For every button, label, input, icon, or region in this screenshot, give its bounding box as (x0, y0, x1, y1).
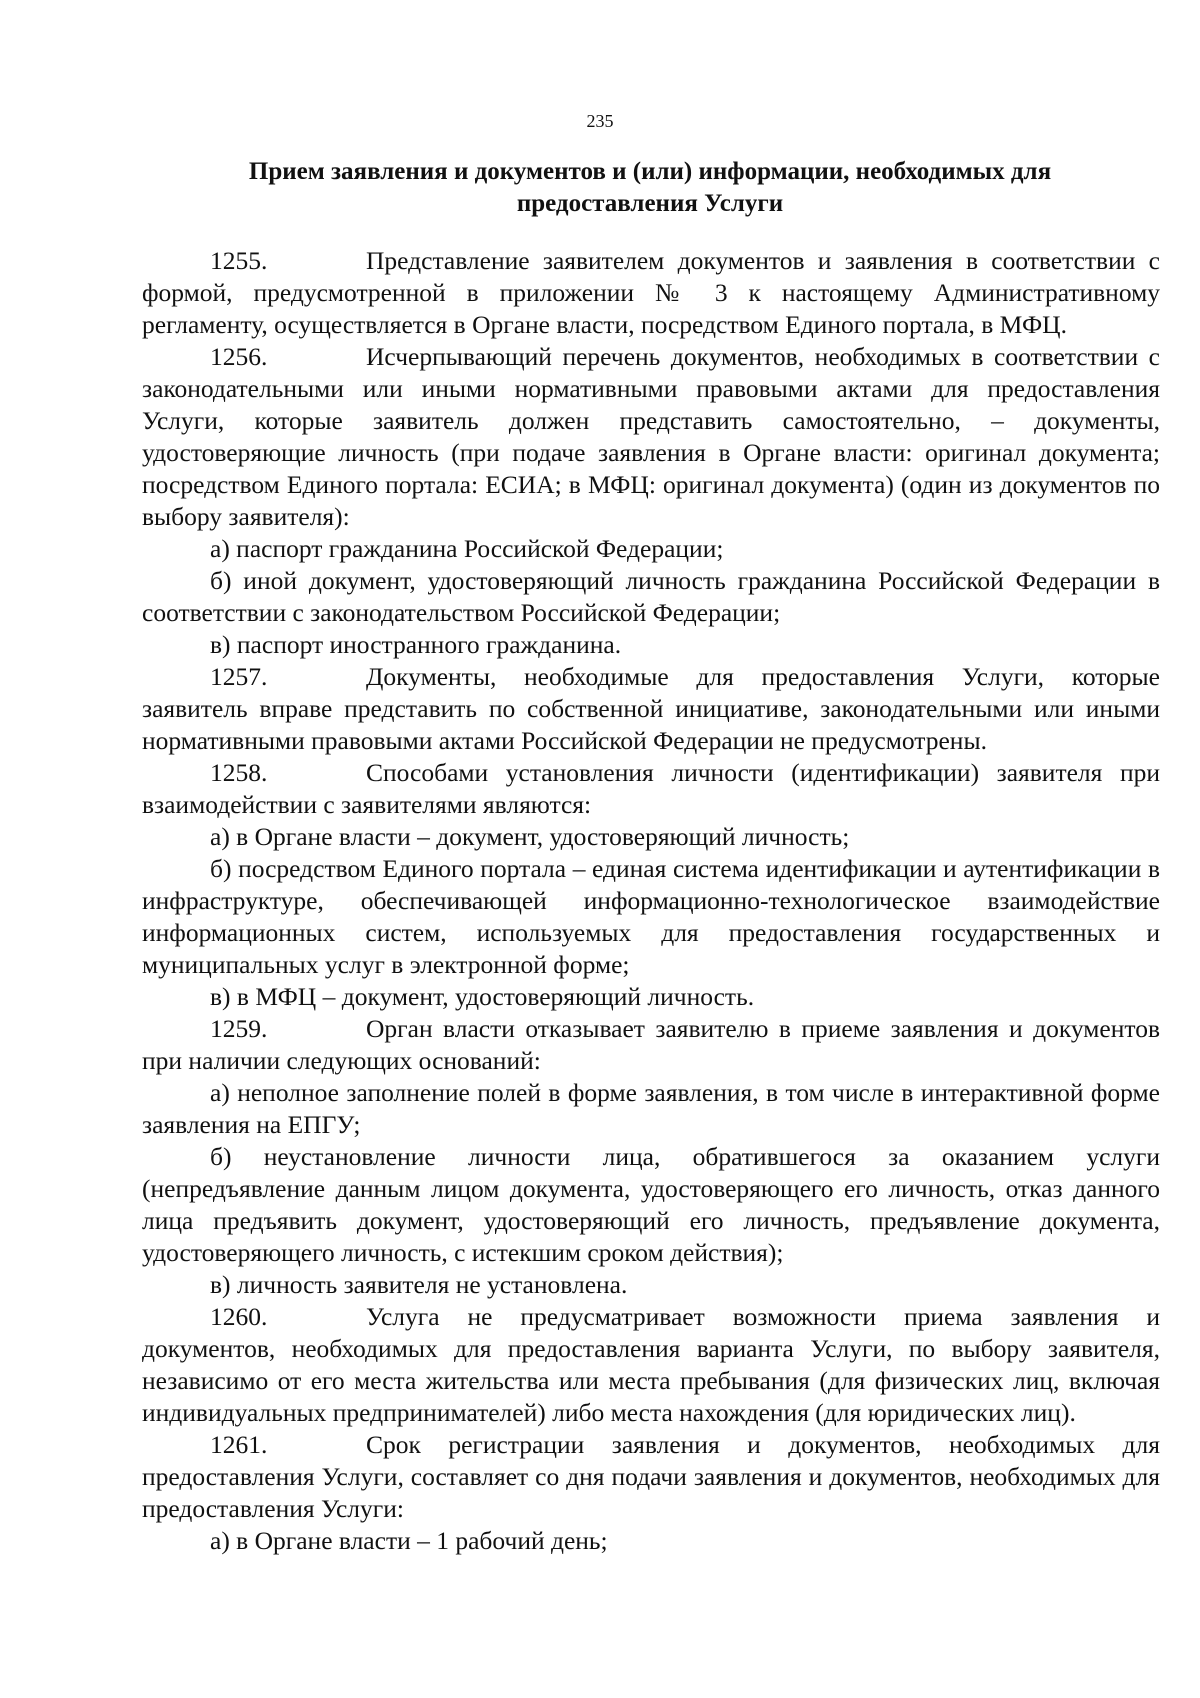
paragraph-1261 (142, 1429, 1160, 1525)
paragraph-1255 (142, 245, 1160, 341)
paragraph-number: 1261. (210, 1430, 268, 1459)
paragraph-number: 1260. (210, 1302, 268, 1331)
paragraph-number: 1259. (210, 1014, 268, 1043)
list-item-1259-a: а) неполное заполнение полей в форме заявления, в том числе в интерактивной форме заявления на ЕПГУ; (142, 1078, 1160, 1139)
paragraph-number: 1255. (210, 246, 268, 275)
list-item-1258-b: б) посредством Единого портала – единая система идентификации и аутентификации в инфраструктуре, обеспечивающей информационно-технологическое взаимодействие информационных систем, используемых для предоставления государственных и муниципальных услуг в электронной форме; (142, 854, 1160, 979)
paragraph-text: Документы, необходимые для предоставления Услуги, которые заявитель вправе представить по собственной инициативе, законодательными или иными нормативными правовыми актами Российской Федерации не предусмотрены. (142, 662, 1160, 755)
paragraph-1256 (142, 341, 1160, 533)
list-item-1256-a: а) паспорт гражданина Российской Федерации; (210, 534, 724, 563)
paragraph-text: Представление заявителем документов и заявления в соответствии с формой, предусмотренной в приложении № 3 к настоящему Административному регламенту, осуществляется в Органе власти, посредством Единого портала, в МФЦ. (142, 246, 1160, 339)
paragraph-number: 1256. (210, 342, 268, 371)
paragraph-1258 (142, 757, 1160, 821)
list-item-1259-c: в) личность заявителя не установлена. (210, 1270, 628, 1299)
list-item-1256-b: б) иной документ, удостоверяющий личность гражданина Российской Федерации в соответствии с законодательством Российской Федерации; (142, 566, 1160, 627)
paragraph-text: Способами установления личности (идентификации) заявителя при взаимодействии с заявителями являются: (142, 758, 1160, 819)
list-item-1258-a: а) в Органе власти – документ, удостоверяющий личность; (210, 822, 850, 851)
section-heading-line-2: предоставления Услуги (516, 190, 784, 217)
paragraph-number: 1258. (210, 758, 268, 787)
list-item-1261-a: а) в Органе власти – 1 рабочий день; (210, 1526, 608, 1555)
paragraph-1259 (142, 1013, 1160, 1077)
section-heading (140, 156, 1160, 220)
section-heading-line-1: Прием заявления и документов и (или) информации, необходимых для (248, 158, 1052, 185)
list-item-1256-c: в) паспорт иностранного гражданина. (210, 630, 622, 659)
paragraph-text: Срок регистрации заявления и документов, необходимых для предоставления Услуги, составляет со дня подачи заявления и документов, необходимых для предоставления Услуги: (142, 1430, 1160, 1523)
paragraph-1257 (142, 661, 1160, 757)
list-item-1259-b: б) неустановление личности лица, обратившегося за оказанием услуги (непредъявление данным лицом документа, удостоверяющего его личность, отказ данного лица предъявить документ, удостоверяющий его личность, предъявление документа, удостоверяющего личность, с истекшим сроком действия); (142, 1142, 1160, 1267)
paragraph-text: Орган власти отказывает заявителю в приеме заявления и документов при наличии следующих оснований: (142, 1014, 1160, 1075)
paragraph-text: Услуга не предусматривает возможности приема заявления и документов, необходимых для предоставления варианта Услуги, по выбору заявителя, независимо от его места жительства или места пребывания (для физических лиц, включая индивидуальных предпринимателей) либо места нахождения (для юридических лиц). (142, 1302, 1160, 1427)
paragraph-text: Исчерпывающий перечень документов, необходимых в соответствии с законодательными или иными нормативными правовыми актами для предоставления Услуги, которые заявитель должен представить самостоятельно, – документы, удостоверяющие личность (при подаче заявления в Органе власти: оригинал документа; посредством Единого портала: ЕСИА; в МФЦ: оригинал документа) (один из документов по выбору заявителя): (142, 342, 1160, 531)
document-body (142, 245, 1160, 1557)
paragraph-1260 (142, 1301, 1160, 1429)
list-item-1258-c: в) в МФЦ – документ, удостоверяющий личность. (210, 982, 755, 1011)
paragraph-number: 1257. (210, 662, 268, 691)
page-number: 235 (586, 111, 614, 131)
